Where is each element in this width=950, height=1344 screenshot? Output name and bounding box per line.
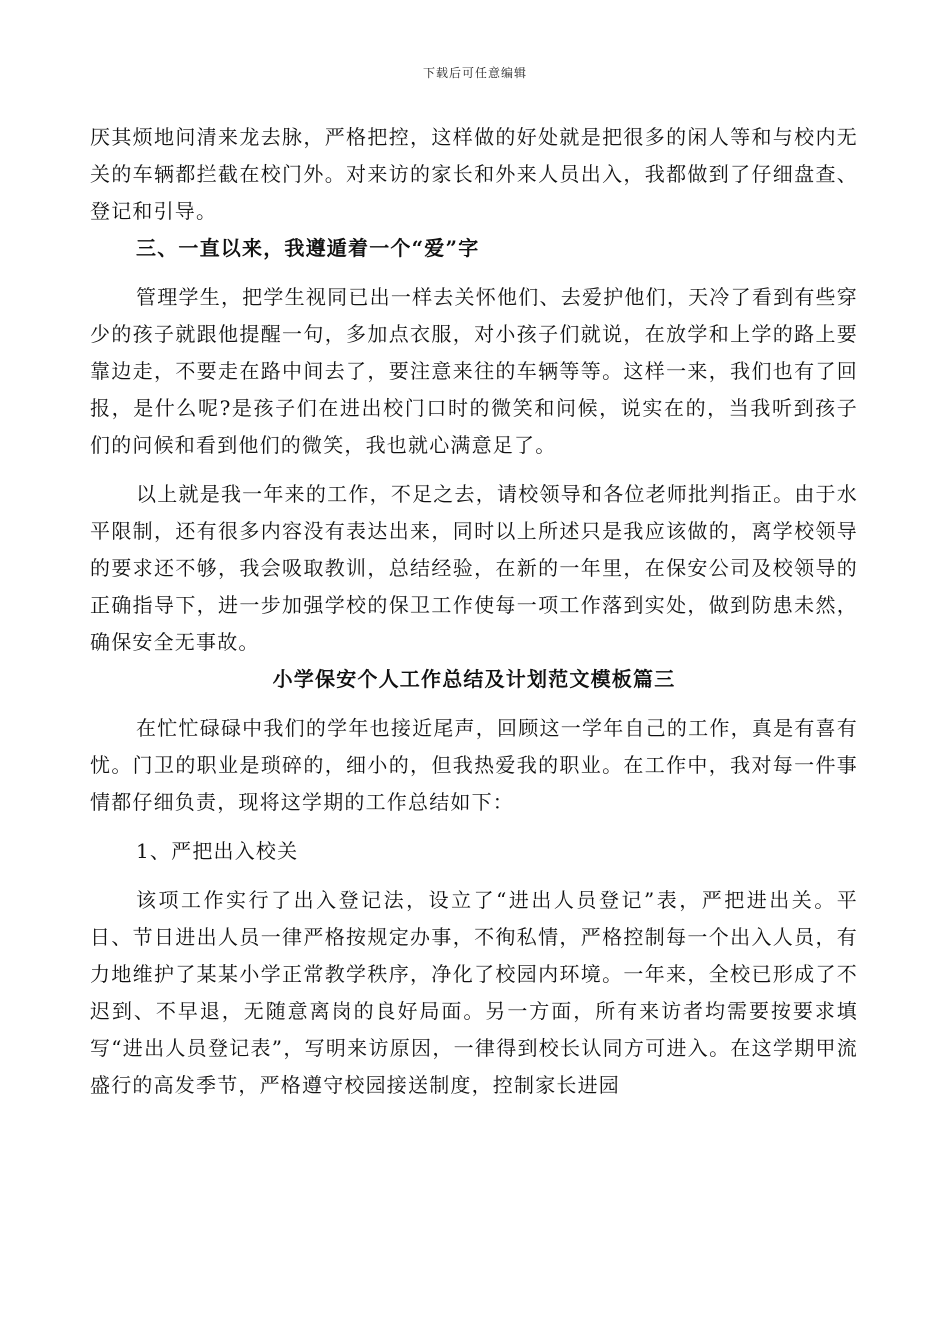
page-header: 下载后可任意编辑 xyxy=(422,66,527,80)
paragraph-continuation: 厌其烦地问清来龙去脉，严格把控，这样做的好处就是把很多的闲人等和与校内无关的车辆都拦截在校门外。对来访的家长和外来人员出入，我都做到了仔细盘查、登记和引导。 xyxy=(90,125,858,223)
section-heading-love: 三、一直以来，我遵遁着一个“爱”字 xyxy=(136,236,480,260)
article-title-part-three: 小学保安个人工作总结及计划范文模板篇三 xyxy=(272,667,676,691)
paragraph-intro: 在忙忙碌碌中我们的学年也接近尾声，回顾这一学年自己的工作，真是有喜有忧。门卫的职业是琐碎的，细小的，但我热爱我的职业。在工作中，我对每一件事情都仔细负责，现将这学期的工作总结如下： xyxy=(90,716,858,814)
paragraph-care-students: 管理学生，把学生视同已出一样去关怀他们、去爱护他们，天冷了看到有些穿少的孩子就跟他提醒一句，多加点衣服，对小孩子们就说，在放学和上学的路上要靠边走，不要走在路中间去了，要注意来往的车辆等等。这样一来，我们也有了回报，是什么呢?是孩子们在进出校门口时的微笑和问候，说实在的，当我听到孩子们的问候和看到他们的微笑，我也就心满意足了。 xyxy=(90,285,858,457)
subsection-heading-entry-control: 1、严把出入校关 xyxy=(136,839,299,863)
paragraph-summary-closing: 以上就是我一年来的工作，不足之去，请校领导和各位老师批判指正。由于水平限制，还有很多内容没有表达出来，同时以上所述只是我应该做的，离学校领导的要求还不够，我会吸取教训，总结经验，在新的一年里，在保安公司及校领导的正确指导下，进一步加强学校的保卫工作使每一项工作落到实处，做到防患未然，确保安全无事故。 xyxy=(90,482,858,654)
document-body xyxy=(90,119,858,1104)
paragraph-entry-registration: 该项工作实行了出入登记法，设立了“进出人员登记”表，严把进出关。平日、节日进出人员一律严格按规定办事，不徇私情，严格控制每一个出入人员，有力地维护了某某小学正常教学秩序，净化了校园内环境。一年来，全校已形成了不迟到、不早退，无随意离岗的良好局面。另一方面，所有来访者均需要按要求填写“进出人员登记表”，写明来访原因，一律得到校长认同方可进入。在这学期甲流盛行的高发季节，严格遵守校园接送制度，控制家长进园 xyxy=(90,888,858,1097)
